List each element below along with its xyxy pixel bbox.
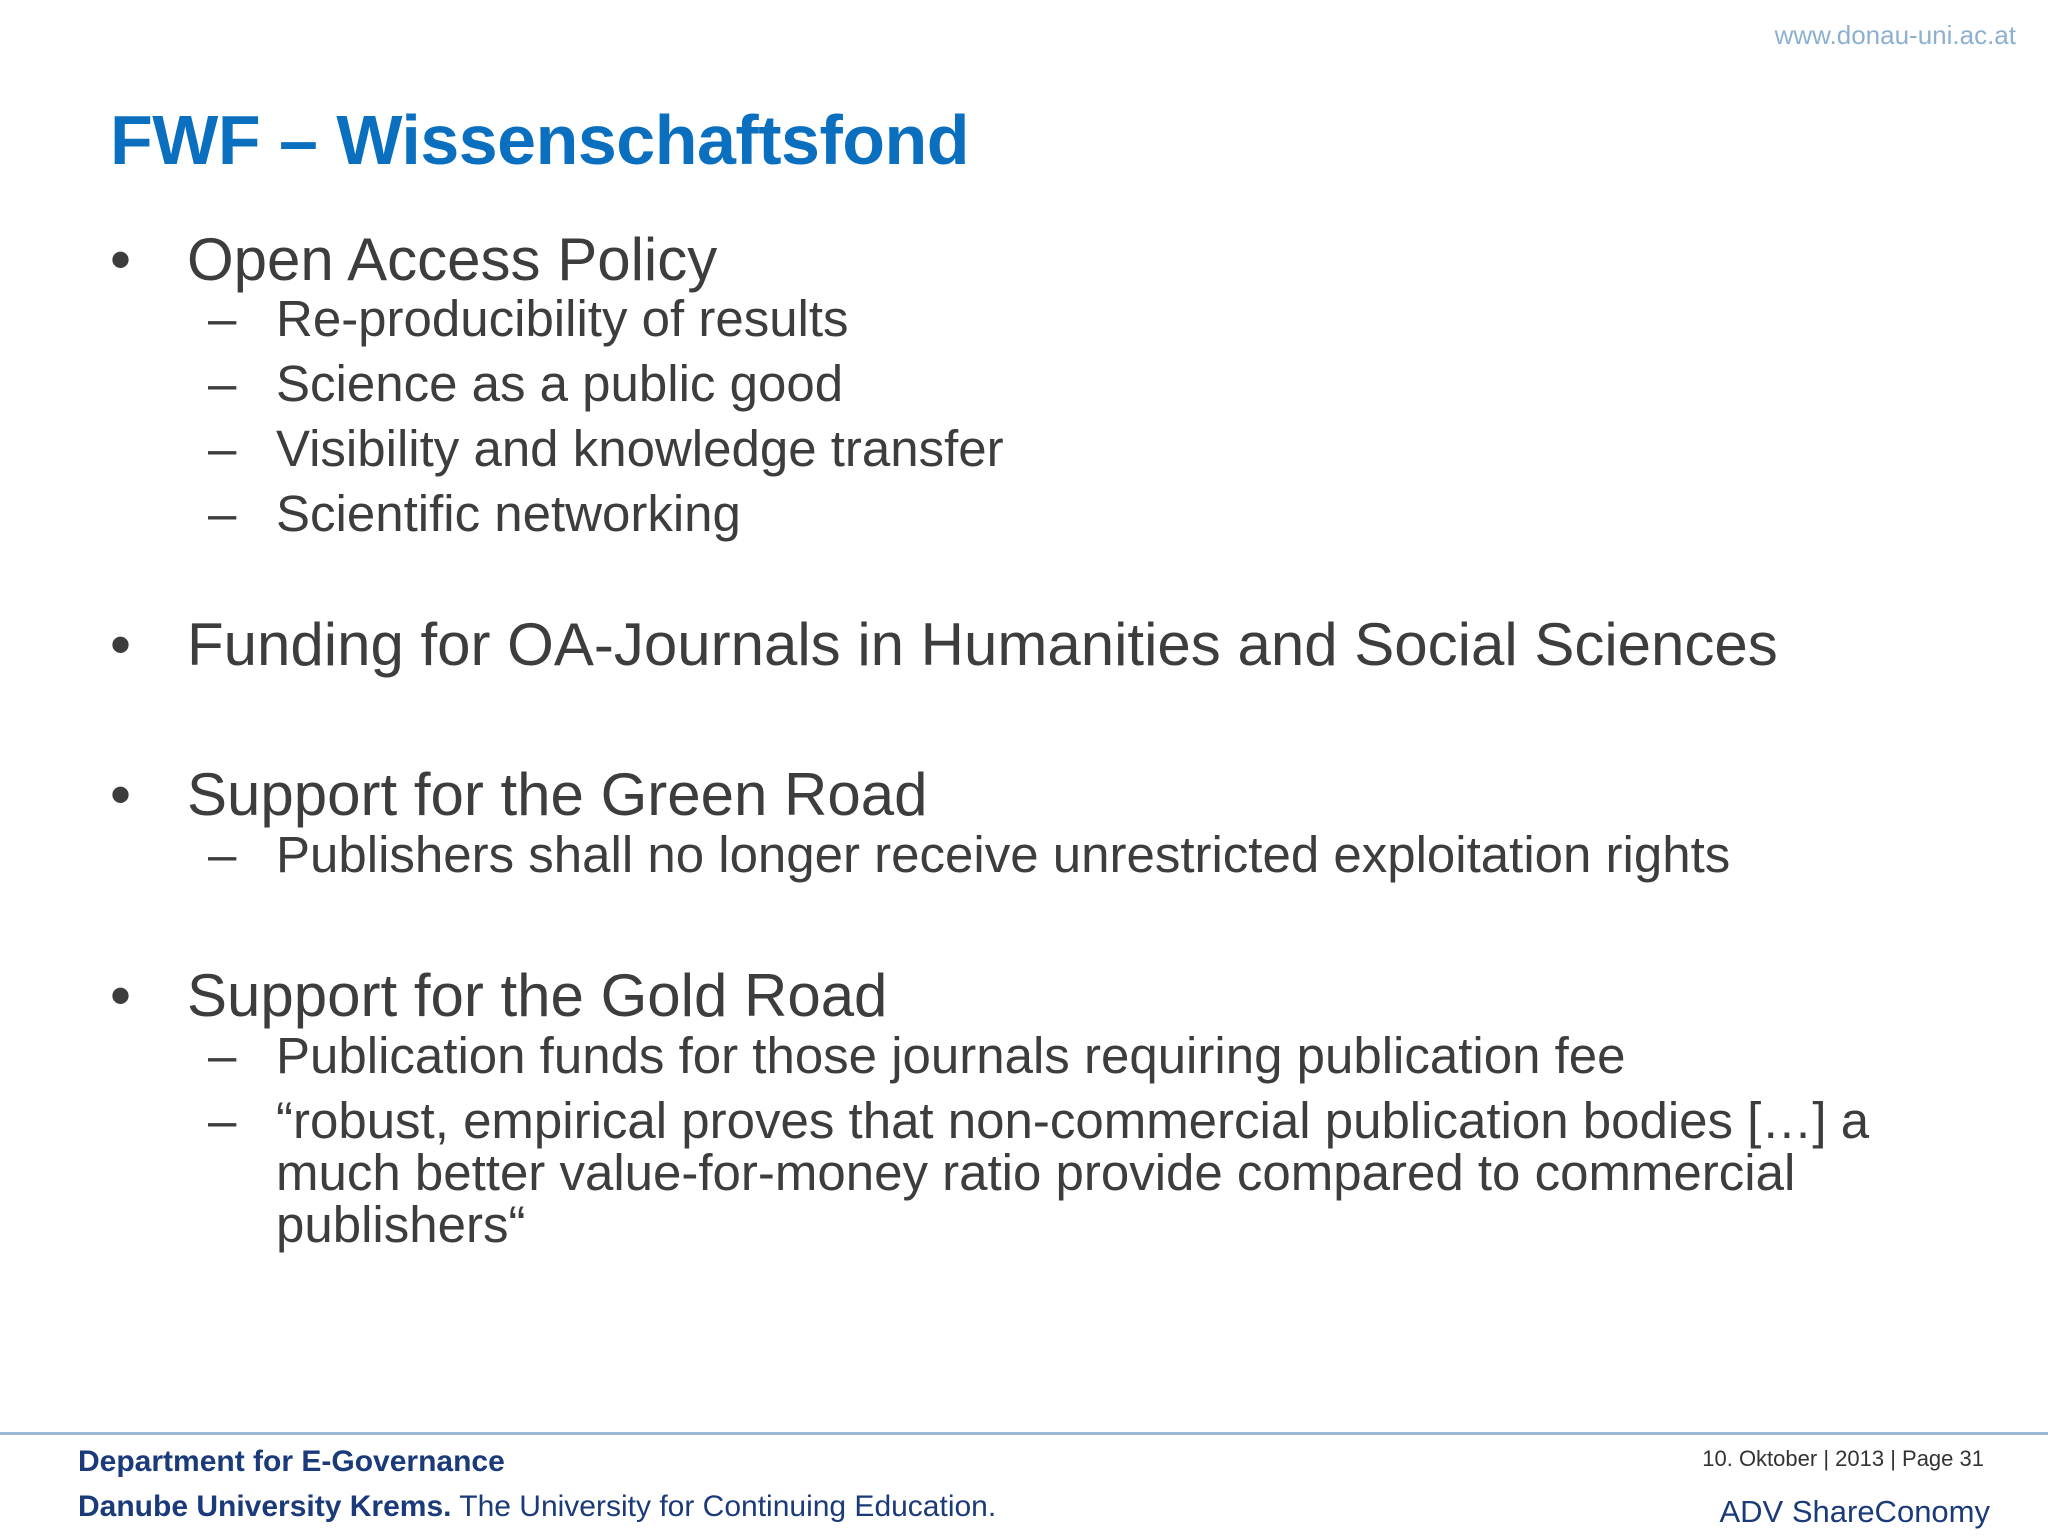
- sub-mark: –: [208, 485, 237, 542]
- footer-brand: ADV ShareConomy: [1719, 1494, 1990, 1529]
- footer-university-name: Danube University Krems.: [78, 1490, 452, 1523]
- bullet-open-access: [110, 225, 1990, 540]
- sub-mark: –: [208, 290, 237, 347]
- bullet-gold-road: [110, 961, 1990, 1251]
- bullet-text: Open Access Policy: [187, 226, 718, 293]
- bullet-mark: •: [110, 761, 132, 828]
- sub-text: Publishers shall no longer receive unrestricted exploitation rights: [276, 826, 1731, 883]
- footer-university: [78, 1490, 996, 1524]
- bullet-oa-journals: [110, 610, 1990, 680]
- footer-university-tagline: The University for Continuing Education.: [451, 1490, 997, 1523]
- bullet-mark: •: [110, 226, 132, 293]
- sub-mark: –: [208, 826, 237, 883]
- sub-text: “robust, empirical proves that non-commercial publication bodies […] a much better value-for-money ratio provide compared to commercial publishers“: [276, 1092, 1870, 1253]
- sub-item: [110, 420, 1990, 477]
- sub-mark: –: [208, 1027, 237, 1084]
- bullet-mark: •: [110, 611, 132, 678]
- slide-content: [110, 225, 1990, 1251]
- sub-item: [110, 1027, 1990, 1084]
- footer-department: Department for E-Governance: [78, 1445, 505, 1478]
- footer-divider: [0, 1432, 2048, 1435]
- sub-text: Visibility and knowledge transfer: [276, 420, 1004, 477]
- footer-date-page: 10. Oktober | 2013 | Page 31: [1702, 1446, 1984, 1471]
- sub-mark: –: [208, 420, 237, 477]
- bullet-text: Support for the Gold Road: [187, 962, 888, 1029]
- sub-text: Re-producibility of results: [276, 290, 849, 347]
- header-url: www.donau-uni.ac.at: [1774, 20, 2016, 50]
- sub-mark: –: [208, 1092, 237, 1149]
- sub-text: Science as a public good: [276, 355, 844, 412]
- sub-text: Scientific networking: [276, 485, 741, 542]
- sub-item: [110, 826, 1990, 883]
- sub-item: [110, 290, 1990, 347]
- sub-item-quote: [110, 1092, 1990, 1253]
- bullet-text: Funding for OA-Journals in Humanities and Social Sciences: [187, 611, 1778, 678]
- sub-text: Publication funds for those journals requiring publication fee: [276, 1027, 1626, 1084]
- bullet-green-road: [110, 760, 1990, 881]
- bullet-text: Support for the Green Road: [187, 761, 928, 828]
- sub-mark: –: [208, 355, 237, 412]
- sub-item: [110, 355, 1990, 412]
- sub-item: [110, 485, 1990, 542]
- bullet-mark: •: [110, 962, 132, 1029]
- slide-title: FWF – Wissenschaftsfond: [110, 101, 970, 179]
